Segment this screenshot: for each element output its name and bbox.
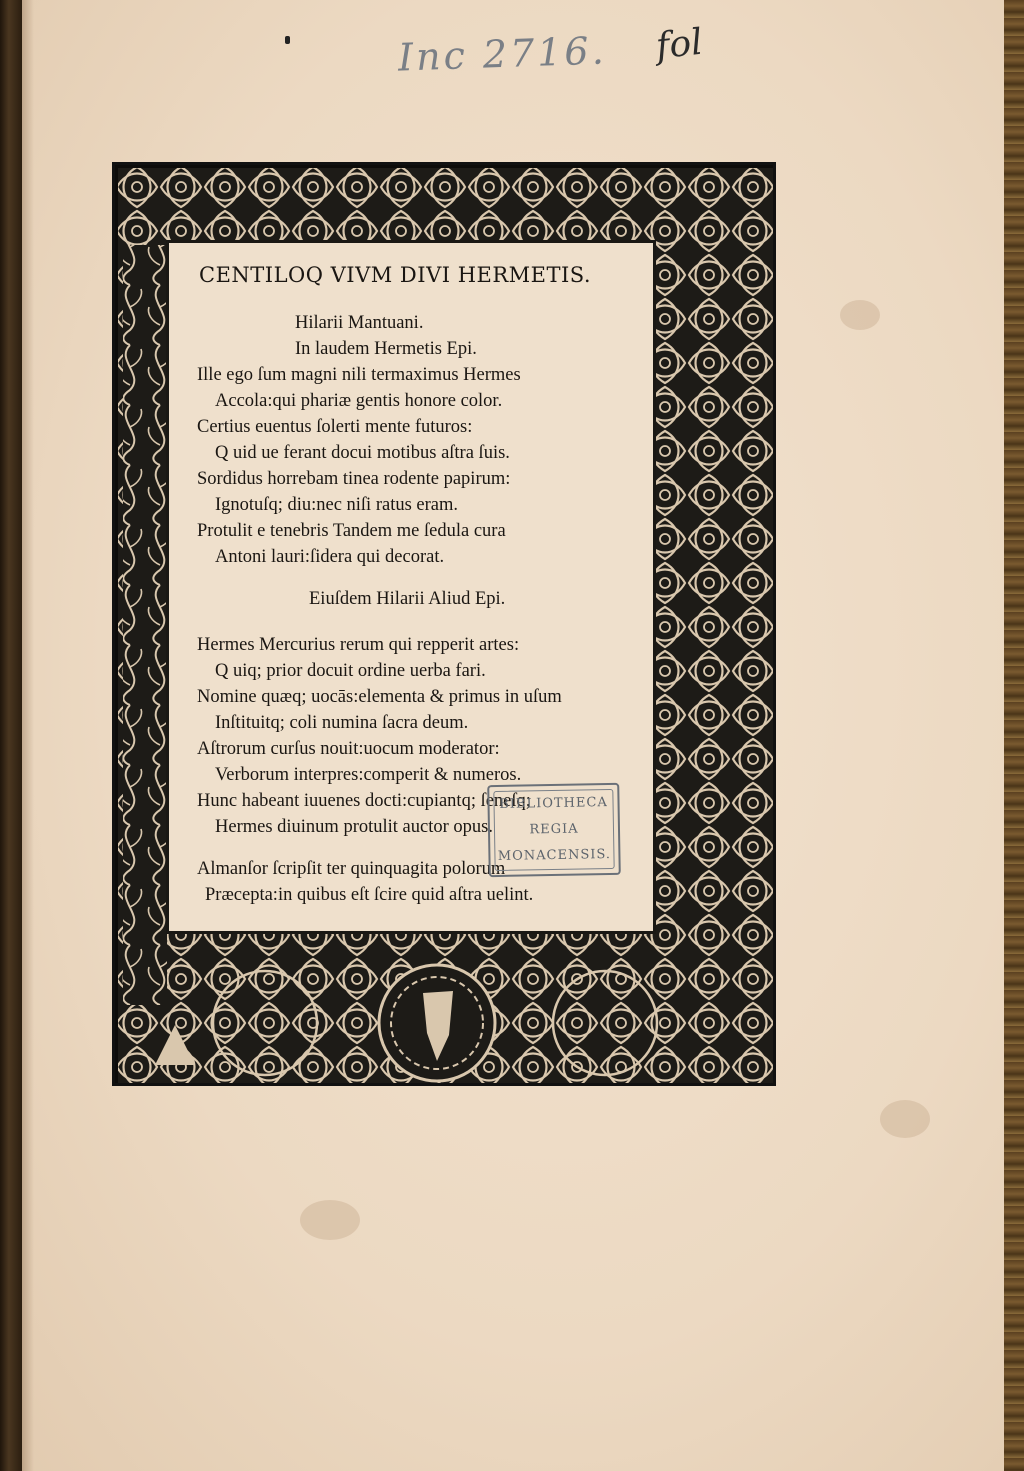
poem2-line: Verborum interpres:comperit & numeros. — [215, 765, 522, 785]
poem2-line: Inſtituitq; coli numina ſacra deum. — [215, 713, 469, 733]
poem1-line: Protulit e tenebris Tandem me ſedula cura — [197, 521, 506, 541]
poem1-heading: In laudem Hermetis Epi. — [295, 339, 477, 359]
poem2-line: Hermes diuinum protulit auctor opus. — [215, 817, 493, 837]
foxing-stain — [840, 300, 880, 330]
foxing-stain — [880, 1100, 930, 1138]
poem2-line: Hermes Mercurius rerum qui repperit artes: — [197, 635, 520, 655]
poem1-line: Certius euentus ſolerti mente futuros: — [197, 417, 473, 437]
poem2-line: Aſtrorum curſus nouit:uocum moderator: — [197, 739, 500, 759]
author-heading: Hilarii Mantuani. — [295, 313, 424, 333]
page-title: CENTILOQ VIVM DIVI HERMETIS. — [199, 263, 592, 287]
foxing-stain — [300, 1200, 360, 1240]
poem2-line: Hunc habeant iuuenes docti:cupiantq; ſeneſq; — [197, 791, 531, 811]
prose-line: Præcepta:in quibus eſt ſcire quid aſtra uelint. — [205, 885, 534, 905]
poem1-line: Ignotuſq; diu:nec niſi ratus eram. — [215, 495, 459, 515]
poem1-line: Accola:qui phariæ gentis honore color. — [215, 391, 503, 411]
ink-dot — [285, 36, 290, 44]
poem2-line: Nomine quæq; uocās:elementa & primus in uſum — [197, 687, 562, 707]
book-binding-left — [0, 0, 22, 1471]
stamp-line: REGIA — [529, 821, 579, 838]
page-gutter-shadow — [22, 0, 34, 1471]
poem2-line: Q uiq; prior docuit ordine uerba fari. — [215, 661, 486, 681]
stamp-line: BIBLIOTHECA — [499, 795, 608, 812]
folio-mark: fol — [653, 21, 705, 68]
shelfmark: Inc 2716. — [397, 28, 608, 80]
poem1-line: Antoni lauri:ſidera qui decorat. — [215, 547, 445, 567]
library-stamp — [487, 783, 621, 877]
book-binding-right — [1004, 0, 1024, 1471]
poem1-line: Sordidus horrebam tinea rodente papirum: — [197, 469, 511, 489]
poem2-heading: Eiuſdem Hilarii Aliud Epi. — [309, 589, 506, 609]
poem1-line: Ille ego ſum magni nili termaximus Hermes — [197, 365, 521, 385]
poem1-line: Q uid ue ferant docui motibus aſtra ſuis. — [215, 443, 510, 463]
prose-line: Almanſor ſcripſit ter quinquagita polorum — [197, 859, 506, 879]
stamp-line: MONACENSIS. — [497, 847, 612, 864]
